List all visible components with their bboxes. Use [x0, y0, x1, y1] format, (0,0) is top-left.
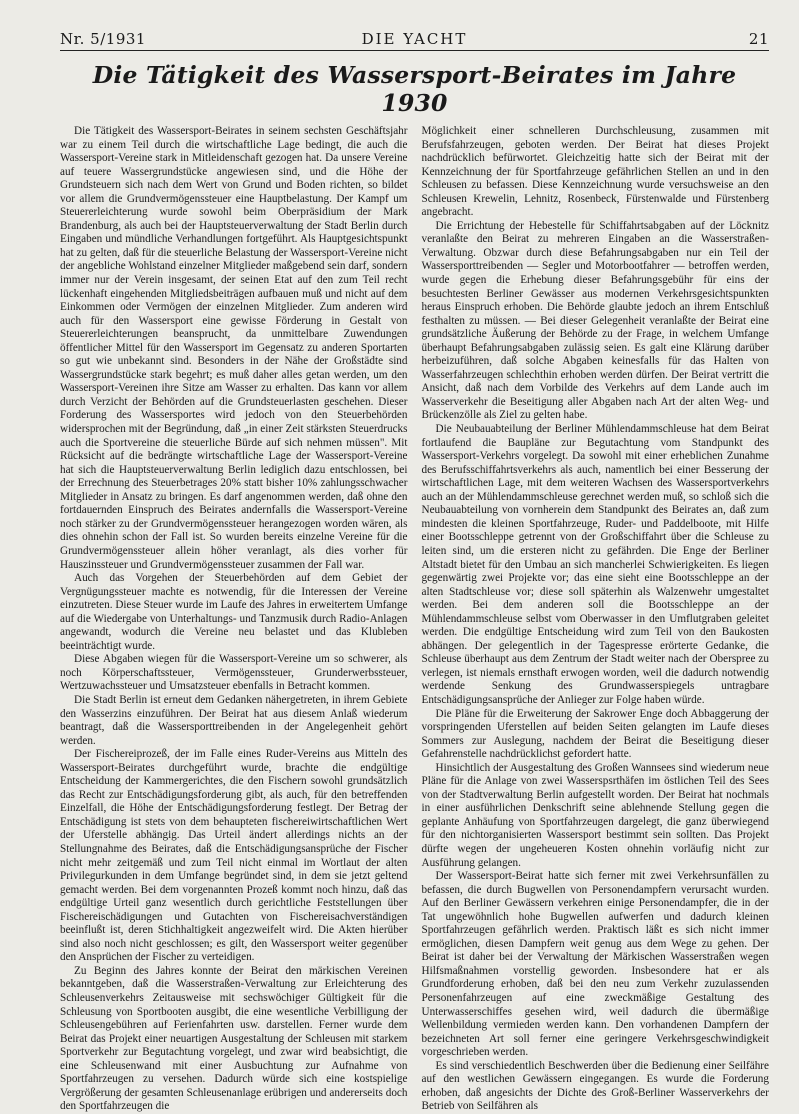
magazine-name: DIE YACHT	[361, 30, 468, 48]
article-body	[60, 125, 769, 1113]
paragraph: Möglichkeit einer schnelleren Durchschleusung, zusammen mit Berufsfahrzeugen, geboten werden. Der Beirat hat dieses Projekt nachdrücklich befürwortet. Gleichzeitig hatte sich der Beirat mit der Kennzeichnung der für Sportfahrzeuge gefährlichen Stellen an und in den Schleusen zu befassen. Diese Kennzeichnung wurde versuchsweise an den Schleusen Krewelin, Lehnitz, Rosenbeck, Fürstenwalde und Fürstenberg angebracht.	[421, 125, 769, 219]
paragraph: Diese Abgaben wiegen für die Wassersport-Vereine um so schwerer, als noch Körperschaftssteuer, Vermögenssteuer, Grunderwerbssteuer, Wertzuwachssteuer und Umsatzsteuer ebenfalls in Betracht kommen.	[60, 653, 408, 693]
paragraph: Die Tätigkeit des Wassersport-Beirates in seinem sechsten Geschäftsjahr war zu einem Teil durch die wirtschaftliche Lage bedingt, die auch die Wassersport-Vereine stark in Mitleidenschaft gezogen hat. Da unsere Vereine auf teuere Wassergrundstücke angewiesen sind, und die Höhe der Grundsteuern sich nach dem Wert von Grund und Boden richten, so bildet vor allem die Grundvermögenssteuer eine Hauptbelastung. Der Kampf um Steuererleichterung wurde sowohl beim Oberpräsidium der Mark Brandenburg, als auch bei der Hauptsteuerverwaltung der Stadt Berlin durch Eingaben und mündliche Verhandlungen fortgeführt. Als Hauptgesichtspunkt hat zu gelten, daß für die steuerliche Belastung der Wassersport-Vereine nicht der angebliche Wohlstand einzelner Mitglieder maßgebend sein darf, sondern immer nur der Verein insgesamt, der seinen Etat auf den zum Teil recht lückenhaft eingehenden Mitgliedsbeiträgen aufbauen muß und nicht auf dem Einkommen oder Vermögen der einzelnen Mitglieder. Zum anderen wird auch für den Wassersport eine gewisse Förderung in Gestalt von Steuererleichterungen beansprucht, da unmittelbare Zuwendungen öffentlicher Mittel für den Wassersport im Gegensatz zu anderen Sportarten so gut wie unbekannt sind. Besonders in der Nähe der Großstädte sind Wassergrundstücke stark begehrt; es muß daher alles getan werden, um den Wassersport-Vereinen ihre Sitze am Wasser zu erhalten. Das kann vor allem durch Verzicht der Behörden auf die Grundsteuerlasten geschehen. Dieser Forderung des Wassersportes wird jedoch von den Steuerbehörden widersprochen mit der Begründung, daß „in einer Zeit stärksten Steuerdrucks auch die Sportvereine die steuerliche Bürde auf sich nehmen müssen". Mit Rücksicht auf die bedrängte wirtschaftliche Lage der Wassersport-Vereine hat sich die Hauptsteuerverwaltung Berlin lediglich dazu entschlossen, bei der Errechnung des Steuerbetrages 20% statt bisher 10% zahlungsschwacher Mitglieder in Ansatz zu bringen. Es darf angenommen werden, daß ohne den fortdauernden Einspruch des Beirates andernfalls die Wassersport-Vereine noch stärker zu der Grundvermögenssteuer herangezogen worden wären, als dies ohnehin schon der Fall ist. So wurden bereits einzelne Vereine für die Grundvermögenssteuer allein höher veranlagt, als dies vorher für Hauszinssteuer und Grundvermögenssteuer zusammen der Fall war.	[60, 125, 408, 571]
paragraph: Der Fischereiprozeß, der im Falle eines Ruder-Vereins aus Mitteln des Wassersport-Beirates durchgeführt wurde, brachte die endgültige Entscheidung der Kammergerichtes, die den Fischern sowohl grundsätzlich das Recht zur Entschädigungsforderung gibt, als auch, für den betreffenden Einzelfall, die Höhe der Entschädigungsforderung festlegt. Der Betrag der Entschädigung ist stets von dem behaupteten fischereiwirtschaftlichen Wert der Uferstelle abhängig. Das Urteil ändert allerdings nichts an der Stellungnahme des Beirates, daß die Entschädigungsansprüche der Fischer nicht mehr zeitgemäß und zum Teil nicht einmal im Wortlaut der alten Privilegurkunden in dem Umfange begründet sind, in dem sie jetzt geltend gemacht werden. Bei dem vorgenannten Prozeß kommt noch hinzu, daß das endgültige Urteil ganz wesentlich durch gerichtliche Feststellungen über Fischereischädigungen und Gutachten von Fischereisachverständigen beeinflußt ist, deren Stichhaltigkeit angezweifelt wird. Die Akten hierüber sind also noch nicht geschlossen; es gilt, den Wassersport weiter gegenüber den Ansprüchen der Fischer zu verteidigen.	[60, 748, 408, 964]
left-column	[60, 125, 408, 1113]
paragraph: Die Neubauabteilung der Berliner Mühlendammschleuse hat dem Beirat fortlaufend die Baupläne zur Begutachtung vom Standpunkt des Wassersport-Verkehrs vorgelegt. Da sowohl mit einer erheblichen Zunahme des Berufsschiffahrtsverkehrs als auch, namentlich bei einer Besserung der wirtschaftlichen Lage, mit dem weiteren Wachsen des Wassersportverkehrs auch an der Mühlendammschleuse gerechnet werden muß, so schloß sich die Neubauabteilung von vornherein dem Standpunkt des Beirates an, daß zum mindesten die kleinen Sportfahrzeuge, Ruder- und Paddelboote, mit Hilfe einer Bootsschleppe getrennt von der Großschiffahrt über die Schleuse zu leiten sind, um die ersteren nicht zu gefährden. Die Enge der Berliner Altstadt bietet für den Umbau an sich mancherlei Schwierigkeiten. Es liegen gegenwärtig zwei Projekte vor; das eine sieht eine Bootsschleppe an der alten Stadtschleuse vor; diese soll späterhin als Walzenwehr umgestaltet werden. Bei dem anderen soll die Bootsschleppe an der Mühlendammschleuse selbst vom Oberwasser in den Umflutgraben geleitet werden. Die endgültige Entscheidung wird zum Teil von den Baukosten abhängen. Der gelegentlich in der Tagespresse erörterte Gedanke, die Schleuse überhaupt aus dem Zentrum der Stadt weiter nach der Oberspree zu verlegen, ist niemals ernsthaft erwogen worden, weil die dadurch notwendig werdende Senkung des Grundwasserspiegels untragbare Entschädigungsansprüche der Anlieger zur Folge haben würde.	[421, 423, 769, 706]
right-column	[421, 125, 770, 1113]
paragraph: Auch das Vorgehen der Steuerbehörden auf dem Gebiet der Vergnügungssteuer machte es notwendig, für die Interessen der Vereine einzutreten. Diese Steuer wurde im Laufe des Jahres in erweitertem Umfange auf die Wiedergabe von Unterhaltungs- und Tanzmusik durch Radio-Anlagen angewandt, wodurch die Vereine neu belastet und das Klubleben beeinträchtigt wurde.	[60, 572, 408, 652]
paragraph: Die Pläne für die Erweiterung der Sakrower Enge doch Abbaggerung der vorspringenden Uferstellen auf beiden Seiten gelangten im Laufe dieses Sommers zur Auslegung, nachdem der Beirat die Beseitigung dieser Gefahrenstelle nachdrücklichst gefordert hatte.	[421, 707, 769, 761]
paragraph: Der Wassersport-Beirat hatte sich ferner mit zwei Verkehrsunfällen zu befassen, die durch Bugwellen von Personendampfern verursacht wurden. Auf den Berliner Gewässern verkehren einige Personendampfer, die in der Tat ungewöhnlich hohe Bugwellen aufwerfen und dadurch kleinen Sportfahrzeugen gefährlich werden. Praktisch läßt es sich nicht immer ermöglichen, diesen Dampfern weit genug aus dem Wege zu gehen. Der Beirat ist daher bei der Verwaltung der Märkischen Wasserstraßen wegen Hilfsmaßnahmen vorstellig geworden. Insbesondere hat er als Grundforderung erhoben, daß bei den neu zum Verkehr zuzulassenden Personenfahrzeugen auf eine zweckmäßige Gestaltung des Unterwasserschiffes gesehen wird, weil dadurch die übermäßige Wellenbildung vermieden werden kann. Den vorhandenen Dampfern der bezeichneten Art soll ferner eine geringere Verkehrsgeschwindigkeit vorgeschrieben werden.	[421, 870, 769, 1059]
paragraph: Es sind verschiedentlich Beschwerden über die Bedienung einer Seilfähre auf den westlichen Gewässern eingegangen. Es wurde die Forderung erhoben, daß angesichts der Dichte des Groß-Berliner Wasserverkehrs der Betrieb von Seilfähren als	[421, 1059, 769, 1113]
paragraph: Hinsichtlich der Ausgestaltung des Großen Wannsees sind wiederum neue Pläne für die Anlage von zwei Wasserspsrthäfen im östlichen Teil des Sees von der Stadtverwaltung Berlin aufgestellt worden. Der Beirat hat nochmals in einer ausführlichen Denkschrift seine ablehnende Stellung gegen die geplante Anhäufung von Sportfahrzeugen dargelegt, die ganz überwiegend für den nichtorganisierten Wassersport bestimmt sein sollten. Das Projekt dürfte wegen der ungeheueren Kosten ohnehin vorläufig nicht zur Ausführung gelangen.	[421, 761, 769, 869]
article-title: Die Tätigkeit des Wassersport-Beirates im Jahre 1930	[92, 61, 737, 117]
paragraph: Die Stadt Berlin ist erneut dem Gedanken nähergetreten, in ihrem Gebiete den Wasserzins einzuführen. Der Beirat hat aus diesem Anlaß wiederum beantragt, daß die Wassersporttreibenden in der Angelegenheit gehört werden.	[60, 693, 408, 747]
issue-number: Nr. 5/1931	[60, 30, 146, 48]
paragraph: Zu Beginn des Jahres konnte der Beirat den märkischen Vereinen bekanntgeben, daß die Wasserstraßen-Verwaltung zur Erleichterung des Schleusenverkehrs Zeitausweise mit sechswöchiger Gültigkeit für die Schleusung von Sportbooten ausgibt, die eine wesentliche Verbilligung der Schleusengebühren auf Ferienfahrten usw. darstellen. Ferner wurde dem Beirat das Projekt einer neuartigen Ausgestaltung der Schleusen mit starkem Sportverkehr zur Begutachtung vorgelegt, und zwar wird beabsichtigt, die eine Schleusenwand mit einer Ausbuchtung zur Aufnahme von Sportfahrzeugen zu versehen. Dadurch würde sich eine kostspielige Vergrößerung der gesamten Schleusenanlage erübrigen und andererseits doch den Sportfahrzeugen die	[60, 964, 408, 1113]
page-header	[60, 28, 769, 51]
paragraph: Die Errichtung der Hebestelle für Schiffahrtsabgaben auf der Löcknitz veranlaßte den Beirat zu mehreren Eingaben an die Wasserstraßen-Verwaltung. Obzwar durch diese Befahrungsabgaben nur ein Teil der Wassersporttreibenden — Segler und Motorbootfahrer — betroffen werden, wurde gegen die Erhebung dieser Befahrungsgebühr für eins der besuchtesten Berliner Gewässer aus modernen Verkehrsgesichtspunkten heraus Einspruch erhoben. Die Behörde glaubte jedoch an ihrem Entschluß festhalten zu müssen. — Bei dieser Gelegenheit veranlaßte der Beirat eine grundsätzliche Äußerung der Behörde zu der Frage, in welchem Umfange überhaupt Befahrungsabgaben zulässig seien. Es galt eine Klärung darüber herbeizuführen, daß solche Abgaben keinesfalls für das Halten von Wasserfahrzeugen schlechthin erhoben werden dürfen. Der Beirat vertritt die Ansicht, daß nach dem Vorbilde des Verkehrs auf dem Lande auch im Wasserverkehr die Beseitigung aller Abgaben nach Art der alten Weg- und Brückenzölle als Ziel zu gelten habe.	[421, 219, 769, 422]
page-number: 21	[748, 30, 769, 48]
